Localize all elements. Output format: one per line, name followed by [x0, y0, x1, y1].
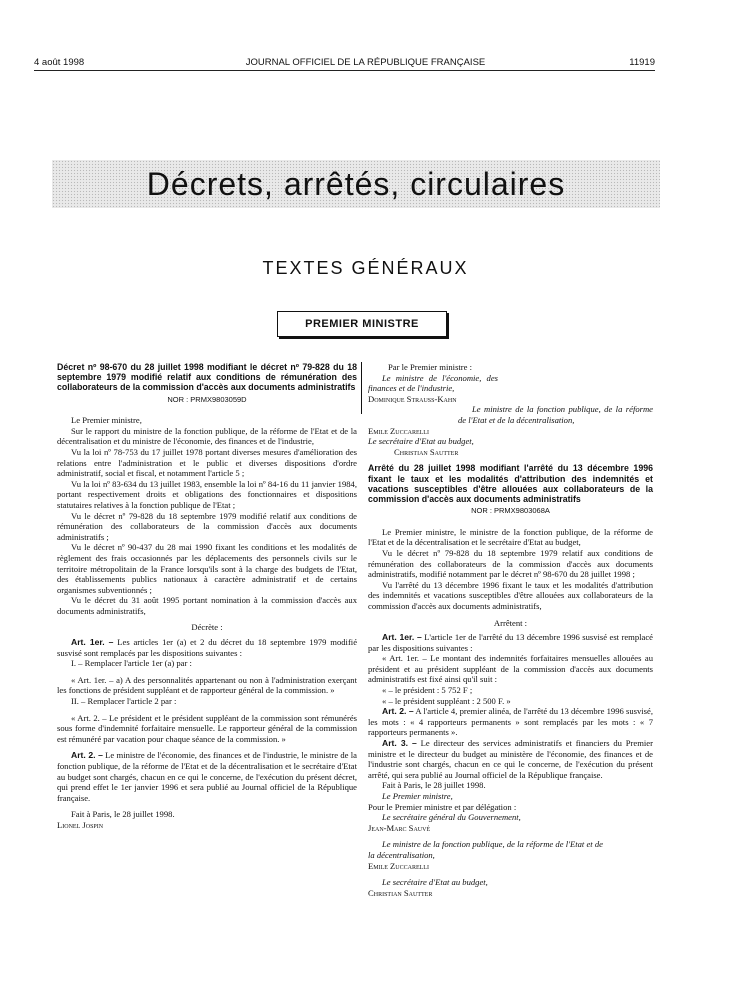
decree-min-eco-name: Dominique Strauss-Kahn: [368, 393, 457, 404]
right-column: [368, 362, 653, 898]
ministry-box: [277, 311, 447, 337]
arrete-title: Arrêté du 28 juillet 1998 modifiant l'arrêté du 13 décembre 1996 fixant le taux et les modalités d'attribution des indemnités et vacations susceptibles d'être allouées aux collaborateurs de la commission d'accès aux documents administratifs: [368, 463, 653, 504]
decree-paragraph: Vu la loi nº 83-634 du 13 juillet 1983, ensemble la loi nº 84-16 du 11 janvier 1984, portant respectivement droits et obligations des fonctionnaires et dispositions statutaires relatives à la fonction publique de l'Etat ;: [57, 478, 357, 510]
arrete-sec-budget-title: Le secrétaire d'Etat au budget,: [382, 877, 488, 888]
arrete-paragraph: Vu le décret nº 79-828 du 18 septembre 1979 relatif aux conditions de rémunération des collaborateurs de la commission d'accès aux documents administratifs, modifié notamment par le décret nº 98-670 du 28 juillet 1998 ;: [368, 547, 653, 580]
decree-done: Fait à Paris, le 28 juillet 1998.: [71, 809, 175, 820]
article-text: A l'article 4, premier alinéa, de l'arrêté du 13 décembre 1996 susvisé, les mots : « 4 rapporteurs permanents » sont remplacés par les mots : « 7 rapporteurs permanents ».: [368, 706, 653, 738]
arrete-paragraph: Vu l'arrêté du 13 décembre 1996 fixant le taux et les modalités d'attribution des indemnités et vacations susceptibles d'être allouées aux collaborateurs de la commission d'accès aux documents administratifs,: [368, 579, 653, 611]
column-divider: [361, 362, 362, 414]
decree-signer: Lionel Jospin: [57, 819, 104, 830]
decree-paragraph: Vu la loi nº 78-753 du 17 juillet 1978 portant diverses mesures d'amélioration des relations entre l'administration et le public et diverses dispositions d'ordre administratif, social et fiscal, et notamment l'article 5 ;: [57, 446, 357, 479]
decree-item-2: II. – Remplacer l'article 2 par :: [71, 696, 177, 707]
arrete-arretent: Arrêtent :: [493, 617, 528, 628]
article-label: Art. 2. –: [71, 750, 103, 761]
arrete-nor: NOR : PRMX9803068A: [471, 506, 550, 516]
decree-quote-2: « Art. 2. – Le président et le président suppléant de la commission sont rémunérés sous forme d'indemnité forfaitaire mensuelle. Le rapporteur général de la commission est rémunéré par vacation pour chaque séance de la commission. »: [57, 712, 357, 744]
article-label: Art. 1er. –: [382, 632, 422, 643]
article-label: Art. 3. –: [382, 738, 417, 749]
decree-paragraph: Le Premier ministre,: [71, 415, 142, 426]
decree-paragraph: Sur le rapport du ministre de la fonction publique, de la réforme de l'Etat et de la décentralisation et du ministre de l'économie, des finances et de l'industrie,: [57, 425, 357, 447]
ministry-label: PREMIER MINISTRE: [305, 318, 419, 330]
section-title: TEXTES GÉNÉRAUX: [262, 258, 469, 278]
article-label: Art. 1er. –: [71, 637, 114, 648]
decree-paragraph: Vu le décret nº 79-828 du 18 septembre 1979 modifié relatif aux conditions de rémunération des collaborateurs de la commission d'accès aux documents administratifs ;: [57, 510, 357, 542]
article-text: L'article 1er de l'arrêté du 13 décembre 1996 susvisé est remplacé par les dispositions suivantes :: [368, 632, 653, 653]
left-column: [57, 362, 357, 831]
decree-article-2: [57, 750, 357, 803]
decree-paragraph: Vu le décret du 31 août 1995 portant nomination à la commission d'accès aux documents administratifs,: [57, 595, 357, 616]
decree-min-fp-name: Emile Zuccarelli: [368, 425, 429, 436]
decree-decrete: Décrète :: [191, 622, 223, 633]
decree-sec-budget-name: Christian Sautter: [394, 446, 459, 457]
decree-nor: NOR : PRMX9803059D: [167, 394, 247, 404]
decree-quote-1: « Art. 1er. – a) A des personnalités appartenant ou non à l'administration exerçant les fonctions de président suppléant et de rapporteur général de la commission. »: [57, 674, 357, 696]
arrete-paragraph: Le Premier ministre, le ministre de la fonction publique, de la réforme de l'Etat et de la décentralisation et le secrétaire d'Etat au budget,: [368, 526, 653, 548]
article-text: Les articles 1er (a) et 2 du décret du 18 septembre 1979 modifié susvisé sont remplacés par les dispositions suivantes :: [57, 637, 358, 658]
decree-min-eco-title: Le ministre de l'économie, des finances et de l'industrie,: [368, 372, 498, 394]
decree-item-1: I. – Remplacer l'article 1er (a) par :: [71, 658, 192, 669]
arrete-min-fp-name: Emile Zuccarelli: [368, 860, 429, 871]
header-rule: [34, 70, 655, 71]
decree-article-1: [57, 637, 357, 658]
arrete-pm-title: Le Premier ministre,: [382, 791, 453, 801]
banner-title: Décrets, arrêtés, circulaires: [146, 166, 566, 202]
header-journal: JOURNAL OFFICIEL DE LA RÉPUBLIQUE FRANÇAISE: [245, 57, 486, 68]
header-page-number: 11919: [629, 57, 655, 68]
arrete-min-fp-title: Le ministre de la fonction publique, de la réforme de l'Etat et de la décentralisation,: [368, 839, 603, 860]
decree-paragraph: Vu le décret nº 90-437 du 28 mai 1990 fixant les conditions et les modalités de règlement des frais occasionnés par les déplacements des personnels civils sur le territoire métropolitain de la France lorsqu'ils sont à la charge des budgets de l'Etat, des établissements publics nationaux à caractère administratif et de certains organismes subventionnés ;: [57, 542, 357, 595]
arrete-line-2: « – le président suppléant : 2 500 F. »: [382, 695, 511, 706]
decree-sec-budget-title: Le secrétaire d'Etat au budget,: [368, 436, 474, 447]
article-label: Art. 2. –: [382, 706, 414, 717]
article-text: Le directeur des services administratifs et financiers du Premier ministre et le directeur du budget au ministère de l'économie, des finances et de l'industrie sont chargés, chacun en ce qui le concerne, de l'exécution du présent arrêté, qui sera publié au Journal officiel de la République française.: [368, 738, 653, 780]
arrete-article-2: [368, 706, 653, 738]
arrete-sg-name: Jean-Marc Sauvé: [368, 822, 431, 833]
arrete-sec-budget-name: Christian Sautter: [368, 887, 433, 898]
header-date: 4 août 1998: [34, 57, 85, 68]
arrete-line-1: « – le président : 5 752 F ;: [382, 685, 473, 696]
decree-title: Décret nº 98-670 du 28 juillet 1998 modifiant le décret nº 79-828 du 18 septembre 1979 modifié relatif aux conditions de rémunération des collaborateurs de la commission d'accès aux documents administratifs: [57, 362, 357, 393]
arrete-article-1: [368, 632, 653, 653]
arrete-sg-title: Le secrétaire général du Gouvernement,: [382, 812, 521, 823]
arrete-article-3: [368, 738, 653, 780]
article-text: Le ministre de l'économie, des finances et de l'industrie, le ministre de la fonction publique, de la réforme de l'Etat et de la décentralisation et le secrétaire d'Etat au budget sont chargés, chacun en ce qui le concerne, de l'exécution du présent décret, qui prend effet le 1er janvier 1996 et sera publié au Journal officiel de la République française.: [57, 750, 357, 803]
banner: [52, 160, 660, 208]
arrete-done: Fait à Paris, le 28 juillet 1998.: [382, 780, 486, 791]
decree-min-fp-title: Le ministre de la fonction publique, de la réforme de l'Etat et de la décentralisation,: [458, 404, 653, 425]
arrete-quote-1: « Art. 1er. – Le montant des indemnités forfaitaires mensuelles allouées au président et au président suppléant de la commission d'accès aux documents administratifs est fixé ainsi qu'il suit :: [368, 653, 653, 685]
arrete-pm-deleg: Pour le Premier ministre et par délégation :: [368, 801, 517, 812]
decree-by-pm: Par le Premier ministre :: [388, 362, 473, 372]
